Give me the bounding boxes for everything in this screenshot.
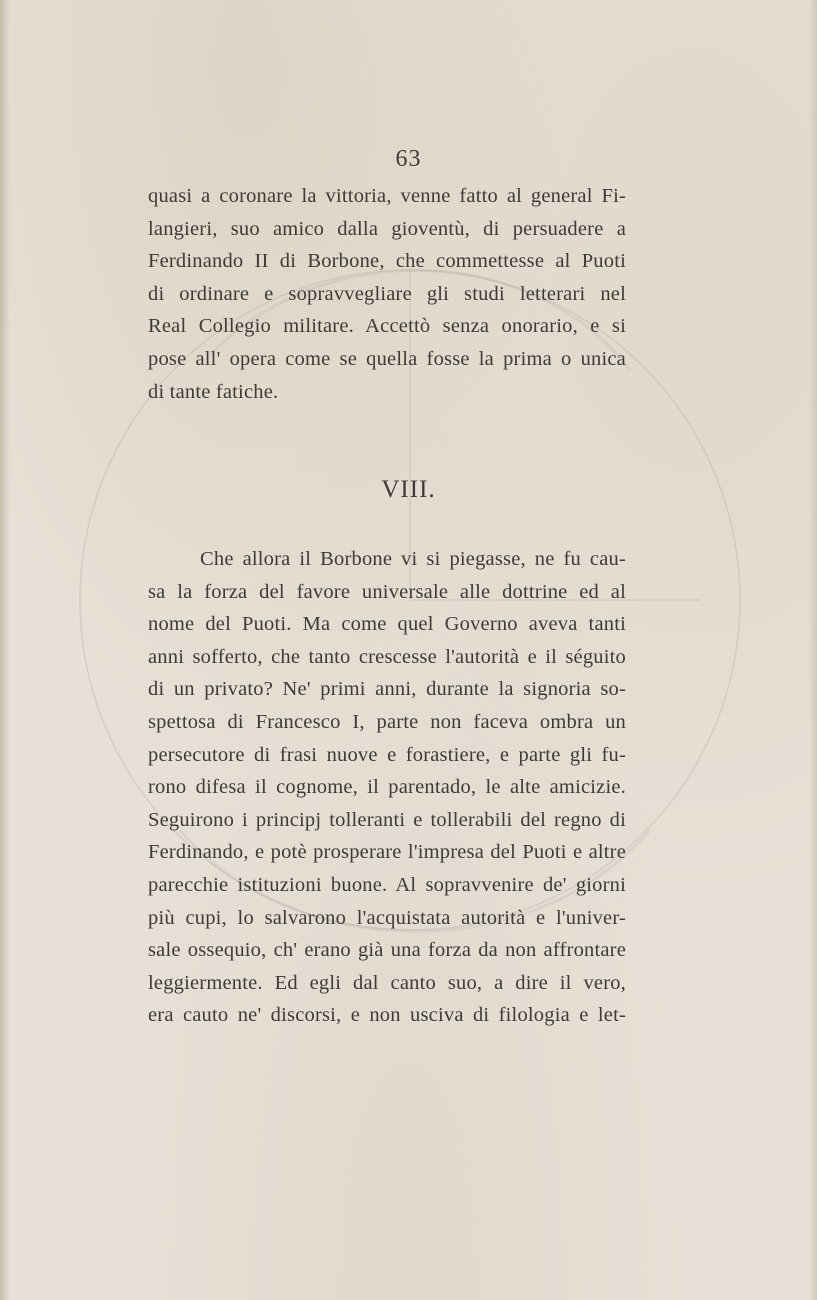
paragraph-2-line: era cauto ne' discorsi, e non usciva di filologia e let- bbox=[148, 1004, 626, 1027]
paragraph-2-line: leggiermente. Ed egli dal canto suo, a dire il vero, bbox=[148, 971, 626, 994]
paragraph-2-line: Ferdinando, e potè prosperare l'impresa del Puoti e altre bbox=[148, 841, 626, 864]
paragraph-2-line: parecchie istituzioni buone. Al sopravvenire de' giorni bbox=[148, 873, 626, 896]
paragraph-1-line: pose all' opera come se quella fosse la prima o unica bbox=[148, 347, 626, 370]
section-heading: VIII. bbox=[381, 476, 436, 503]
paragraph-2-line: persecutore di frasi nuove e forastiere, e parte gli fu- bbox=[148, 743, 626, 766]
paragraph-2-line: nome del Puoti. Ma come quel Governo aveva tanti bbox=[148, 613, 626, 636]
paragraph-2-line: di un privato? Ne' primi anni, durante la signoria so- bbox=[148, 678, 626, 701]
paragraph-2-line: sa la forza del favore universale alle dottrine ed al bbox=[148, 580, 626, 603]
paragraph-1 bbox=[148, 180, 626, 408]
page-number: 63 bbox=[395, 146, 422, 172]
paragraph-2-line: Che allora il Borbone vi si piegasse, ne fu cau- bbox=[200, 548, 626, 570]
paragraph-2-line: Seguirono i principj tolleranti e tollerabili del regno di bbox=[148, 808, 626, 831]
paragraph-1-line: quasi a coronare la vittoria, venne fatto al general Fi- bbox=[148, 185, 626, 207]
paragraph-1-line: Real Collegio militare. Accettò senza onorario, e si bbox=[148, 315, 626, 338]
paragraph-2-line: più cupi, lo salvarono l'acquistata autorità e l'univer- bbox=[148, 906, 626, 929]
paragraph-1-line: Ferdinando II di Borbone, che commettesse al Puoti bbox=[148, 250, 626, 273]
paragraph-1-line: langieri, suo amico dalla gioventù, di persuadere a bbox=[148, 217, 626, 240]
paragraph-1-line: di ordinare e sopravvegliare gli studi letterari nel bbox=[148, 282, 626, 305]
paragraph-2-line: spettosa di Francesco I, parte non faceva ombra un bbox=[148, 710, 626, 733]
page-edge-right bbox=[809, 0, 817, 1300]
paragraph-2-line: sale ossequio, ch' erano già una forza da non affrontare bbox=[148, 939, 626, 962]
paragraph-1-line: di tante fatiche. bbox=[148, 380, 279, 403]
paragraph-2-line: anni sofferto, che tanto crescesse l'autorità e il séguito bbox=[148, 645, 626, 668]
paragraph-2-line: rono difesa il cognome, il parentado, le alte amicizie. bbox=[148, 776, 626, 799]
paragraph-2 bbox=[148, 543, 626, 1032]
page-edge-left bbox=[0, 0, 10, 1300]
